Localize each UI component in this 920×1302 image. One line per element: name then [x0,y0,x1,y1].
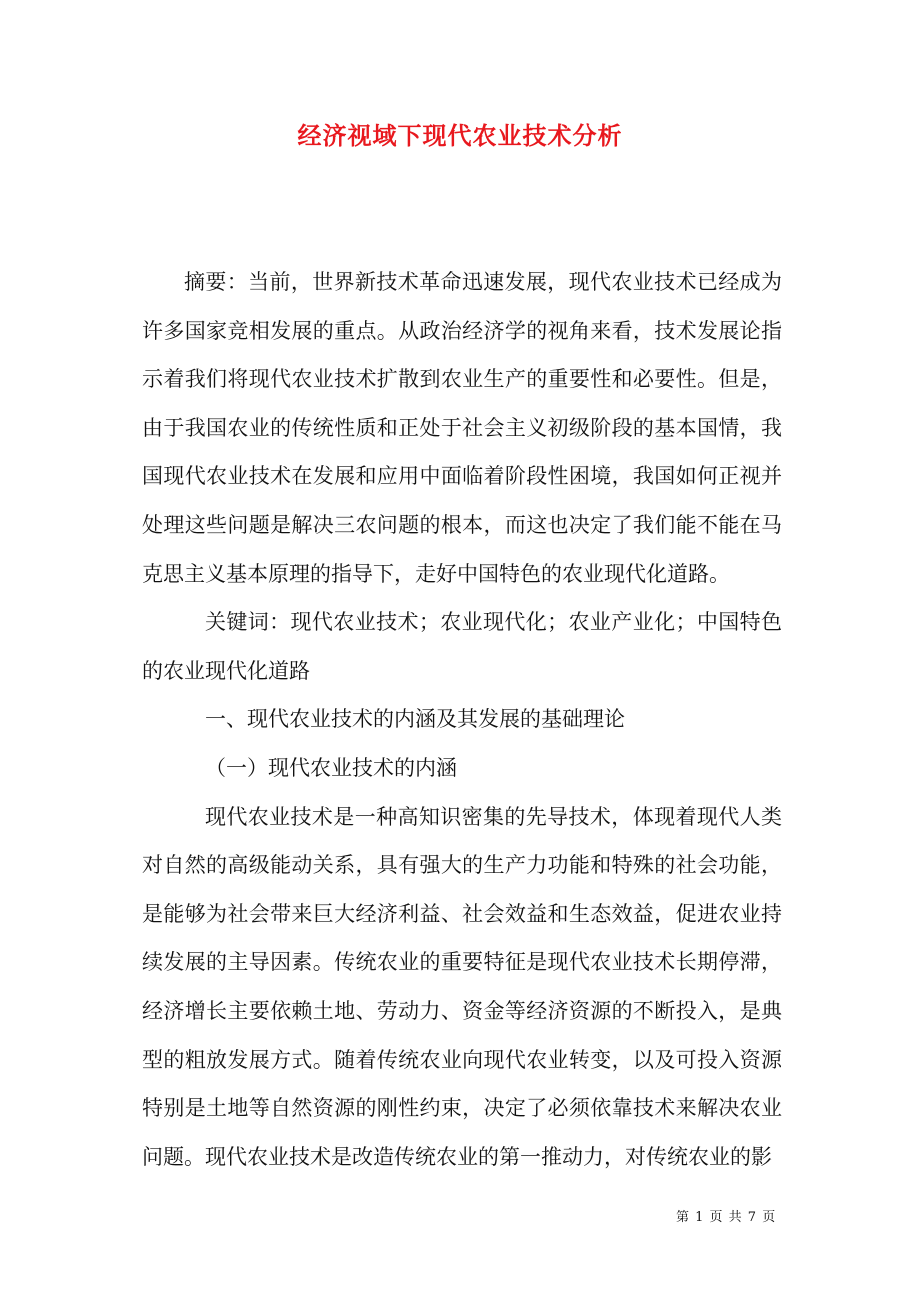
document-body [142,258,782,1181]
subsection-heading: （一）现代农业技术的内涵 [205,755,457,780]
section-heading: 一、现代农业技术的内涵及其发展的基础理论 [205,707,625,732]
page-indicator: 第 1 页 共 7 页 [676,1210,777,1225]
document-title: 经济视域下现代农业技术分析 [297,121,623,150]
abstract-paragraph: 摘要：当前，世界新技术革命迅速发展，现代农业技术已经成为许多国家竞相发展的重点。从政治经济学的视角来看，技术发展论指示着我们将现代农业技术扩散到农业生产的重要性和必要性。但是，由于我国农业的传统性质和正处于社会主义初级阶段的基本国情，我国现代农业技术在发展和应用中面临着阶段性困境，我国如何正视并处理这些问题是解决三农问题的根本，而这也决定了我们能不能在马克思主义基本原理的指导下，走好中国特色的农业现代化道路。 [142,270,782,586]
keywords-paragraph: 关键词：现代农业技术；农业现代化；农业产业化；中国特色的农业现代化道路 [142,610,782,683]
body-paragraph: 现代农业技术是一种高知识密集的先导技术，体现着现代人类对自然的高级能动关系，具有强大的生产力功能和特殊的社会功能，是能够为社会带来巨大经济利益、社会效益和生态效益，促进农业持续发展的主导因素。传统农业的重要特征是现代农业技术长期停滞，经济增长主要依赖土地、劳动力、资金等经济资源的不断投入，是典型的粗放发展方式。随着传统农业向现代农业转变，以及可投入资源特别是土地等自然资源的刚性约束，决定了必须依靠技术来解决农业问题。现代农业技术是改造传统农业的第一推动力，对传统农业的影 [142,804,782,1169]
